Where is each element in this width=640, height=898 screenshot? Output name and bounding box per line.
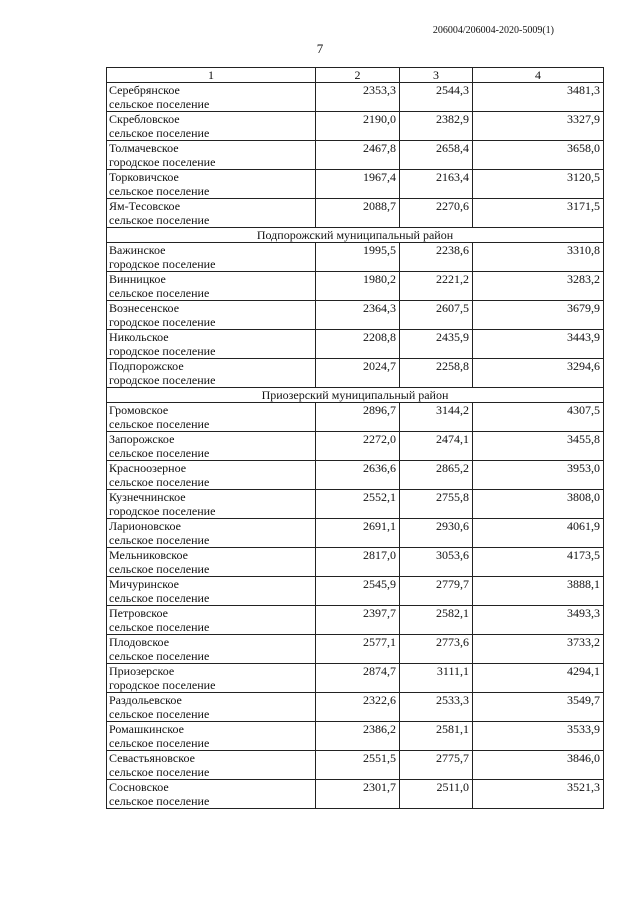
value-cell-v4: 4307,5 xyxy=(473,403,604,432)
settlement-name-cell xyxy=(107,141,316,170)
value-cell-v4: 3171,5 xyxy=(473,199,604,228)
value-cell-v3: 2163,4 xyxy=(400,170,473,199)
settlement-name: Торковичское xyxy=(109,170,179,184)
settlement-type: сельское поселение xyxy=(109,707,210,721)
value-cell-v2: 2691,1 xyxy=(316,519,400,548)
table-row xyxy=(107,359,604,388)
settlement-name-cell xyxy=(107,490,316,519)
settlement-name-cell xyxy=(107,548,316,577)
settlement-type: городское поселение xyxy=(109,373,216,387)
settlement-name: Подпорожское xyxy=(109,359,184,373)
settlement-type: сельское поселение xyxy=(109,765,210,779)
value-cell-v2: 2190,0 xyxy=(316,112,400,141)
table-row xyxy=(107,461,604,490)
table-row xyxy=(107,432,604,461)
value-cell-v3: 2474,1 xyxy=(400,432,473,461)
value-cell-v2: 2208,8 xyxy=(316,330,400,359)
value-cell-v3: 2658,4 xyxy=(400,141,473,170)
settlement-name: Серебрянское xyxy=(109,83,180,97)
value-cell-v4: 3443,9 xyxy=(473,330,604,359)
value-cell-v2: 1980,2 xyxy=(316,272,400,301)
settlement-name: Севастьяновское xyxy=(109,751,195,765)
settlement-name: Красноозерное xyxy=(109,461,187,475)
settlement-name-cell xyxy=(107,301,316,330)
settlement-name-cell xyxy=(107,577,316,606)
value-cell-v2: 2874,7 xyxy=(316,664,400,693)
settlement-name-cell xyxy=(107,432,316,461)
section-title: Подпорожский муниципальный район xyxy=(107,228,604,243)
value-cell-v3: 2258,8 xyxy=(400,359,473,388)
table-row xyxy=(107,519,604,548)
table-row xyxy=(107,664,604,693)
value-cell-v4: 3953,0 xyxy=(473,461,604,490)
settlement-type: сельское поселение xyxy=(109,649,210,663)
value-cell-v4: 3327,9 xyxy=(473,112,604,141)
header-cell: 3 xyxy=(400,68,473,83)
value-cell-v2: 2551,5 xyxy=(316,751,400,780)
settlement-type: сельское поселение xyxy=(109,620,210,634)
settlement-name-cell xyxy=(107,635,316,664)
value-cell-v2: 2322,6 xyxy=(316,693,400,722)
header-cell: 1 xyxy=(107,68,316,83)
settlement-type: городское поселение xyxy=(109,344,216,358)
header-cell: 2 xyxy=(316,68,400,83)
value-cell-v4: 3679,9 xyxy=(473,301,604,330)
settlement-name: Раздольевское xyxy=(109,693,182,707)
settlement-type: сельское поселение xyxy=(109,126,210,140)
table-row xyxy=(107,330,604,359)
settlement-type: городское поселение xyxy=(109,678,216,692)
value-cell-v2: 2577,1 xyxy=(316,635,400,664)
settlement-name-cell xyxy=(107,170,316,199)
settlement-name: Приозерское xyxy=(109,664,175,678)
settlement-type: сельское поселение xyxy=(109,475,210,489)
settlement-type: сельское поселение xyxy=(109,417,210,431)
table-row xyxy=(107,635,604,664)
settlement-name: Никольское xyxy=(109,330,169,344)
section-row xyxy=(107,228,604,243)
value-cell-v3: 2238,6 xyxy=(400,243,473,272)
settlement-name: Важинское xyxy=(109,243,166,257)
value-cell-v3: 2270,6 xyxy=(400,199,473,228)
table-row xyxy=(107,301,604,330)
settlement-type: сельское поселение xyxy=(109,794,210,808)
settlement-type: сельское поселение xyxy=(109,184,210,198)
settlement-name-cell xyxy=(107,330,316,359)
settlement-name-cell xyxy=(107,243,316,272)
value-cell-v4: 3310,8 xyxy=(473,243,604,272)
settlement-type: городское поселение xyxy=(109,504,216,518)
section-title: Приозерский муниципальный район xyxy=(107,388,604,403)
table-row xyxy=(107,780,604,809)
settlement-name-cell xyxy=(107,780,316,809)
value-cell-v2: 2353,3 xyxy=(316,83,400,112)
value-cell-v2: 2552,1 xyxy=(316,490,400,519)
value-cell-v3: 2582,1 xyxy=(400,606,473,635)
value-cell-v2: 1995,5 xyxy=(316,243,400,272)
section-row xyxy=(107,388,604,403)
value-cell-v3: 2930,6 xyxy=(400,519,473,548)
settlement-type: сельское поселение xyxy=(109,562,210,576)
settlement-name-cell xyxy=(107,519,316,548)
settlement-name-cell xyxy=(107,606,316,635)
settlement-type: городское поселение xyxy=(109,155,216,169)
value-cell-v4: 3493,3 xyxy=(473,606,604,635)
table-row xyxy=(107,722,604,751)
value-cell-v4: 3455,8 xyxy=(473,432,604,461)
settlement-name-cell xyxy=(107,751,316,780)
settlement-name-cell xyxy=(107,112,316,141)
value-cell-v2: 2636,6 xyxy=(316,461,400,490)
settlement-name: Винницкое xyxy=(109,272,166,286)
settlement-type: сельское поселение xyxy=(109,97,210,111)
settlement-name: Петровское xyxy=(109,606,168,620)
value-cell-v2: 2024,7 xyxy=(316,359,400,388)
value-cell-v4: 3658,0 xyxy=(473,141,604,170)
settlement-name-cell xyxy=(107,403,316,432)
value-cell-v3: 2775,7 xyxy=(400,751,473,780)
value-cell-v2: 2301,7 xyxy=(316,780,400,809)
settlement-type: сельское поселение xyxy=(109,213,210,227)
data-table xyxy=(106,67,604,809)
table-row xyxy=(107,577,604,606)
settlement-name-cell xyxy=(107,272,316,301)
document-id: 206004/206004-2020-5009(1) xyxy=(432,25,554,36)
settlement-type: городское поселение xyxy=(109,257,216,271)
value-cell-v3: 2382,9 xyxy=(400,112,473,141)
value-cell-v4: 3120,5 xyxy=(473,170,604,199)
value-cell-v2: 2545,9 xyxy=(316,577,400,606)
settlement-name: Ромашкинское xyxy=(109,722,184,736)
settlement-type: сельское поселение xyxy=(109,446,210,460)
settlement-name: Сосновское xyxy=(109,780,169,794)
settlement-name-cell xyxy=(107,359,316,388)
settlement-name: Плодовское xyxy=(109,635,170,649)
value-cell-v4: 4061,9 xyxy=(473,519,604,548)
settlement-name-cell xyxy=(107,664,316,693)
value-cell-v3: 2221,2 xyxy=(400,272,473,301)
table-row xyxy=(107,83,604,112)
value-cell-v4: 3521,3 xyxy=(473,780,604,809)
value-cell-v3: 3144,2 xyxy=(400,403,473,432)
header-row xyxy=(107,68,604,83)
settlement-name: Вознесенское xyxy=(109,301,180,315)
table-row xyxy=(107,751,604,780)
settlement-name: Мичуринское xyxy=(109,577,179,591)
value-cell-v2: 2467,8 xyxy=(316,141,400,170)
table-row xyxy=(107,490,604,519)
page-number: 7 xyxy=(316,41,324,56)
table-row xyxy=(107,243,604,272)
value-cell-v3: 2779,7 xyxy=(400,577,473,606)
value-cell-v4: 3808,0 xyxy=(473,490,604,519)
value-cell-v3: 2607,5 xyxy=(400,301,473,330)
value-cell-v2: 2088,7 xyxy=(316,199,400,228)
value-cell-v3: 2435,9 xyxy=(400,330,473,359)
settlement-type: городское поселение xyxy=(109,315,216,329)
table-row xyxy=(107,199,604,228)
value-cell-v3: 2511,0 xyxy=(400,780,473,809)
value-cell-v4: 3481,3 xyxy=(473,83,604,112)
table-row xyxy=(107,606,604,635)
value-cell-v3: 2865,2 xyxy=(400,461,473,490)
settlement-type: сельское поселение xyxy=(109,591,210,605)
value-cell-v2: 2364,3 xyxy=(316,301,400,330)
settlement-name: Скребловское xyxy=(109,112,180,126)
value-cell-v4: 3888,1 xyxy=(473,577,604,606)
value-cell-v2: 2817,0 xyxy=(316,548,400,577)
settlement-name: Громовское xyxy=(109,403,169,417)
value-cell-v2: 2272,0 xyxy=(316,432,400,461)
value-cell-v3: 2755,8 xyxy=(400,490,473,519)
value-cell-v4: 3533,9 xyxy=(473,722,604,751)
settlement-type: сельское поселение xyxy=(109,736,210,750)
value-cell-v3: 2773,6 xyxy=(400,635,473,664)
table-row xyxy=(107,403,604,432)
value-cell-v3: 3111,1 xyxy=(400,664,473,693)
settlement-type: сельское поселение xyxy=(109,286,210,300)
settlement-name: Кузнечнинское xyxy=(109,490,186,504)
table-row xyxy=(107,141,604,170)
value-cell-v2: 2386,2 xyxy=(316,722,400,751)
settlement-name: Мельниковское xyxy=(109,548,188,562)
value-cell-v3: 2581,1 xyxy=(400,722,473,751)
table-row xyxy=(107,272,604,301)
value-cell-v3: 2544,3 xyxy=(400,83,473,112)
settlement-name: Толмачевское xyxy=(109,141,179,155)
settlement-name-cell xyxy=(107,199,316,228)
value-cell-v2: 2397,7 xyxy=(316,606,400,635)
value-cell-v4: 3294,6 xyxy=(473,359,604,388)
value-cell-v4: 3283,2 xyxy=(473,272,604,301)
table-row xyxy=(107,112,604,141)
settlement-name-cell xyxy=(107,461,316,490)
value-cell-v4: 4294,1 xyxy=(473,664,604,693)
value-cell-v3: 2533,3 xyxy=(400,693,473,722)
value-cell-v4: 3733,2 xyxy=(473,635,604,664)
value-cell-v2: 1967,4 xyxy=(316,170,400,199)
value-cell-v4: 3846,0 xyxy=(473,751,604,780)
value-cell-v4: 4173,5 xyxy=(473,548,604,577)
value-cell-v4: 3549,7 xyxy=(473,693,604,722)
settlement-name: Ям-Тесовское xyxy=(109,199,181,213)
settlement-name: Запорожское xyxy=(109,432,175,446)
table-row xyxy=(107,170,604,199)
table-row xyxy=(107,548,604,577)
header-cell: 4 xyxy=(473,68,604,83)
table-row xyxy=(107,693,604,722)
value-cell-v3: 3053,6 xyxy=(400,548,473,577)
settlement-type: сельское поселение xyxy=(109,533,210,547)
settlement-name-cell xyxy=(107,83,316,112)
settlement-name: Ларионовское xyxy=(109,519,181,533)
value-cell-v2: 2896,7 xyxy=(316,403,400,432)
settlement-name-cell xyxy=(107,693,316,722)
settlement-name-cell xyxy=(107,722,316,751)
